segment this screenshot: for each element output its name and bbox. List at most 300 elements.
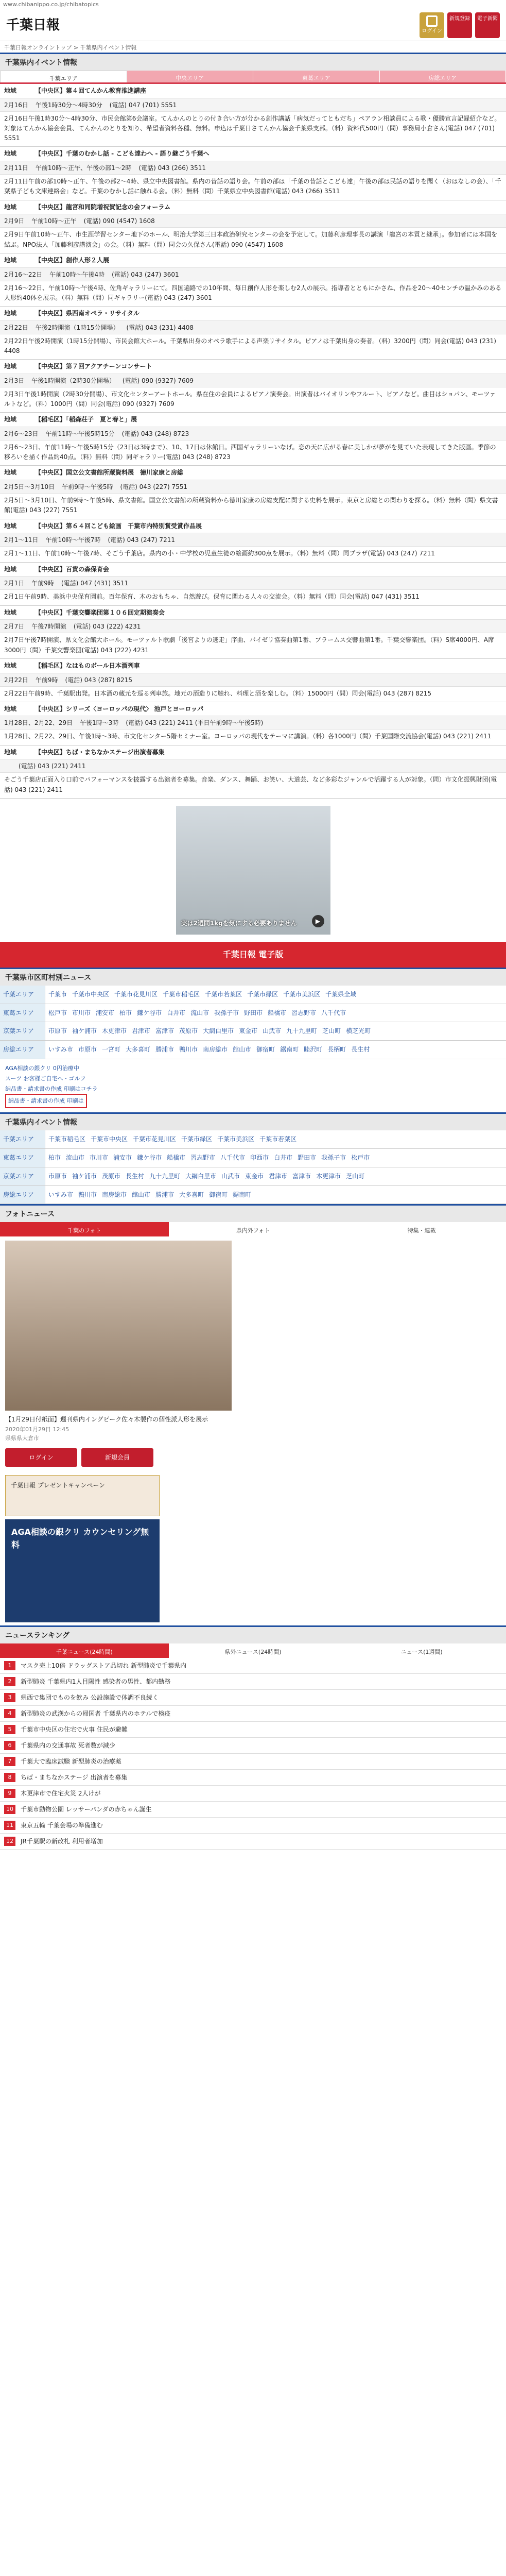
municipality-link[interactable]: 千葉市花見川区 — [133, 1136, 177, 1143]
event-header — [0, 413, 506, 427]
tab-boso[interactable]: 房総エリア — [380, 71, 506, 82]
event-contact: (電話) 090 (9327) 7609 — [122, 377, 194, 384]
site-header — [0, 9, 506, 41]
promo-banner-1[interactable]: 千葉日報 プレゼントキャンペーン — [5, 1475, 160, 1516]
rank-number: 2 — [4, 1677, 15, 1686]
event-time: 午前10時～正午 — [31, 217, 77, 225]
municipality-link[interactable]: 松戸市 — [48, 1009, 67, 1016]
ads-item[interactable]: 納品書・請求書の作成 印刷はコチラ — [5, 1085, 98, 1092]
municipality-link[interactable]: 木更津市 — [316, 1172, 341, 1180]
municipality-link[interactable]: 東金市 — [245, 1172, 264, 1180]
rank-number: 1 — [4, 1661, 15, 1670]
rank-number: 5 — [4, 1725, 15, 1734]
municipality-link[interactable]: 野田市 — [298, 1154, 317, 1162]
event-item — [0, 563, 506, 606]
event-item — [0, 147, 506, 200]
login-label: ログイン — [422, 28, 442, 34]
municipality-link[interactable]: 千葉市稲毛区 — [163, 990, 200, 998]
highlighted-ad[interactable]: 納品書・請求書の作成 印刷は — [5, 1094, 87, 1108]
event-header — [0, 702, 506, 716]
event-date: 1月28日、2月22、29日 — [4, 719, 73, 727]
municipality-link[interactable]: 富津市 — [155, 1027, 175, 1035]
municipality-link[interactable]: 鴨川市 — [179, 1046, 198, 1054]
municipality-link[interactable]: 千葉市緑区 — [181, 1136, 213, 1143]
municipality-link[interactable]: 八千代市 — [220, 1154, 246, 1162]
municipality-link[interactable]: 千葉市 — [48, 990, 67, 998]
event-date: 2月5日～3月10日 — [4, 483, 55, 491]
event-info — [0, 320, 506, 334]
breadcrumb[interactable]: 千葉日報オンライントップ > 千葉県内イベント情報 — [4, 44, 137, 51]
event-area-label: 地域 — [4, 522, 17, 530]
event-title[interactable]: 【中央区】国立公文書館所蔵資料展 徳川家康と房総 — [35, 469, 184, 477]
municipality-link[interactable]: 九十九里町 — [286, 1027, 318, 1035]
event-info — [0, 427, 506, 440]
municipality-link[interactable]: 千葉市中央区 — [72, 990, 110, 998]
municipality-link[interactable]: 芝山町 — [322, 1027, 341, 1035]
event-header — [0, 200, 506, 214]
photo-caption-text[interactable]: 【1月29日付紙面】週刊県内イングピーク佐々木製作の個性派人形を展示 — [5, 1416, 208, 1423]
area-row-label: 千葉エリア — [0, 986, 45, 1004]
event-body: 2月11日午前の部10時～正午、午後の部2～4時、県立中央図書館。県内の昔話の語り会。午前の部は「千葉の昔話とこども達」午後の部は民話の語りを聞く（おはなしの会）、「千葉県子ども文庫連絡会」など。千葉のむかし話に触れる会。（料）無料（問）千葉県立中央図書館(電話) 043 (266) 3511 — [4, 178, 501, 195]
event-item — [0, 360, 506, 413]
municipality-link[interactable]: 市原市 — [48, 1172, 67, 1180]
event-area-label: 地域 — [4, 150, 17, 158]
register-label: 新規登録 — [449, 16, 470, 22]
event-item — [0, 200, 506, 253]
municipality-link[interactable]: 大多喜町 — [126, 1046, 151, 1054]
area-row-label: 千葉エリア — [0, 1130, 45, 1148]
rank-number: 12 — [4, 1837, 15, 1846]
municipal-section — [0, 968, 506, 1059]
municipality-link[interactable]: 千葉市美浜区 — [217, 1136, 255, 1143]
municipality-link[interactable]: 茂原市 — [179, 1027, 198, 1035]
event-body: 2月5日～3月10日、午前9時～午後5時、県文書館。国立公文書館の所蔵資料から徳川家康の房総支配に関する史料を展示。東京と房総との関わりを探る。（料）無料（問）県文書館(電話) 043 (227) 7551 — [4, 497, 498, 514]
event-contact: (電話) 043 (227) 7551 — [120, 483, 187, 491]
area-row-label: 東葛エリア — [0, 1004, 45, 1022]
event-time: 午前10時～午後4時 — [49, 270, 105, 278]
area-row-values — [45, 1149, 506, 1167]
ranking-headline[interactable]: JR千葉駅の新改札 利用者増加 — [21, 1837, 103, 1845]
promo-banner-2[interactable]: AGA相談の銀クリ カウンセリング無料 — [5, 1519, 160, 1622]
ranking-headline[interactable]: 千葉県内の交通事故 死者数が減少 — [21, 1741, 115, 1749]
ads-item[interactable]: スーツ お客様ご自宅へ・ゴルフ — [5, 1075, 86, 1082]
event-area-label: 地域 — [4, 565, 17, 573]
municipality-link[interactable]: 柏市 — [48, 1154, 61, 1162]
events2-rows — [0, 1130, 506, 1204]
municipality-link[interactable]: 大多喜町 — [179, 1191, 204, 1198]
event-title[interactable]: 【稲毛区】なはものボール日本酒列車 — [35, 662, 140, 669]
event-title[interactable]: 【中央区】第７回アクアチーンコンサート — [35, 363, 152, 370]
tab-tokatsu[interactable]: 東葛エリア — [253, 71, 380, 82]
event-title[interactable]: 【中央区】龍宮和同院増祝賀記念の会フォーラム — [35, 203, 171, 211]
event-item — [0, 466, 506, 519]
event-contact: (電話) 043 (222) 4231 — [73, 623, 141, 631]
municipality-link[interactable]: 浦安市 — [96, 1009, 115, 1016]
event-body: 2月1～11日、午前10時～午後7時、そごう千葉店。県内の小・中学校の児童生徒の絵画約300点を展示。（料）無料（問）同プラザ(電話) 043 (247) 7211 — [4, 550, 435, 557]
municipality-link[interactable]: 君津市 — [132, 1027, 151, 1035]
area-row-values — [45, 1130, 506, 1148]
municipal-section-title: 千葉県市区町村別ニュース — [0, 968, 506, 986]
ranking-headline[interactable]: ちば・まちなかステージ 出演者を募集 — [21, 1773, 128, 1781]
municipality-link[interactable]: 山武市 — [263, 1027, 282, 1035]
municipality-link[interactable]: 流山市 — [190, 1009, 210, 1016]
ranking-item[interactable] — [0, 1690, 506, 1706]
photo-tab-special[interactable]: 特集・連載 — [407, 1227, 436, 1234]
event-contact: (電話) 047 (701) 5551 — [109, 101, 177, 109]
ranking-headline[interactable]: 千葉市動物公園 レッサーパンダの赤ちゃん誕生 — [21, 1805, 152, 1813]
events-section-2 — [0, 1112, 506, 1204]
municipality-link[interactable]: 千葉市若葉区 — [205, 990, 242, 998]
event-info — [0, 533, 506, 547]
municipality-link[interactable]: いすみ市 — [48, 1191, 74, 1198]
event-area-label: 地域 — [4, 705, 17, 713]
event-header — [0, 466, 506, 480]
photo-tab-chiba[interactable]: 千葉のフォト — [0, 1222, 169, 1236]
municipality-link[interactable]: 市原市 — [48, 1027, 67, 1035]
event-area-label: 地域 — [4, 469, 17, 477]
event-date: 2月22日 — [4, 676, 28, 684]
event-time: 午後1時～3時 — [80, 719, 119, 727]
event-item — [0, 659, 506, 702]
event-body: 2月9日午前10時～正午、市生涯学習センター地下のホール、明治大学第三日本政治研究センターの会を予定して。加藤利彦理事長の講演「龍宮の本質と継承」。参加者には本国を結ぶ。NPO法人「加藤利彦講演会」の会。（料）無料（問）同会の久保さん(電話) 090 (4547) 1608 — [4, 231, 498, 248]
ranking-item[interactable] — [0, 1818, 506, 1834]
municipality-link[interactable]: 習志野市 — [190, 1154, 216, 1162]
ranking-list — [0, 1658, 506, 1850]
event-contact: (電話) 047 (431) 3511 — [61, 580, 129, 587]
municipality-link[interactable]: 鎌ケ谷市 — [137, 1009, 162, 1016]
rank-number: 10 — [4, 1805, 15, 1814]
event-item — [0, 702, 506, 745]
login-button[interactable] — [420, 12, 444, 38]
event-header — [0, 253, 506, 267]
event-title[interactable]: 【中央区】ちば・まちなかステージ出演者募集 — [35, 748, 165, 756]
municipality-link[interactable]: 長生村 — [351, 1046, 370, 1054]
ranking-item[interactable] — [0, 1722, 506, 1738]
event-area-label: 地域 — [4, 662, 17, 669]
ranking-item[interactable] — [0, 1738, 506, 1754]
municipality-link[interactable]: 千葉市中央区 — [91, 1136, 128, 1143]
municipality-link[interactable]: 我孫子市 — [214, 1009, 239, 1016]
municipality-link[interactable]: 南房総市 — [102, 1191, 127, 1198]
photo-section-title: フォトニュース — [0, 1204, 506, 1222]
municipality-link[interactable]: 袖ケ浦市 — [72, 1027, 97, 1035]
rank-number: 9 — [4, 1789, 15, 1798]
area-row-values — [45, 1041, 506, 1059]
url-bar[interactable]: www.chibanippo.co.jp/chibatopics — [3, 1, 99, 8]
play-icon[interactable]: ▶ — [312, 915, 324, 927]
event-title[interactable]: 【中央区】第４回てんかん教育推進講座 — [35, 87, 147, 94]
event-contact: (電話) 090 (4547) 1608 — [83, 217, 155, 225]
event-title[interactable]: 【中央区】創作人形２人展 — [35, 256, 110, 264]
municipality-link[interactable]: 東金市 — [239, 1027, 258, 1035]
event-date: 2月16～22日 — [4, 270, 43, 278]
event-item — [0, 253, 506, 307]
municipal-rows — [0, 986, 506, 1059]
municipality-link[interactable]: 山武市 — [221, 1172, 240, 1180]
rank-number: 11 — [4, 1821, 15, 1830]
municipality-link[interactable]: 白井市 — [167, 1009, 186, 1016]
ranking-item[interactable] — [0, 1658, 506, 1674]
municipality-link[interactable]: 長生村 — [126, 1172, 145, 1180]
municipality-link[interactable]: 鴨川市 — [78, 1191, 97, 1198]
events-section-title: 千葉県内イベント情報 — [0, 53, 506, 71]
event-title[interactable]: 【中央区】県西南オペラ・リサイタル — [35, 309, 139, 317]
area-tabs — [0, 71, 506, 84]
event-time: 午前9時 — [31, 580, 54, 587]
events-section — [0, 53, 506, 799]
municipality-link[interactable]: 千葉市美浜区 — [283, 990, 321, 998]
municipality-link[interactable]: 野田市 — [244, 1009, 263, 1016]
photo-tabs — [0, 1222, 506, 1236]
ranking-tab-chiba[interactable]: 千葉ニュース(24時間) — [0, 1643, 169, 1658]
event-time: 午後1時30分～4時30分 — [35, 101, 102, 109]
event-header — [0, 519, 506, 533]
ranking-headline[interactable]: 県西で集団でものを飲み 公設施設で体調不良続く — [21, 1693, 159, 1701]
municipality-link[interactable]: 大網白里市 — [185, 1172, 217, 1180]
event-title[interactable]: 【中央区】第６４回こども絵画 千葉市内特別賞受賞作品展 — [35, 522, 202, 530]
area-row-label: 東葛エリア — [0, 1149, 45, 1167]
photo-side-buttons — [0, 1443, 506, 1472]
municipality-link[interactable]: 船橋市 — [268, 1009, 287, 1016]
event-info — [0, 267, 506, 281]
event-time: 午前10時～正午、午後の部1～2時 — [35, 164, 132, 172]
event-body: 2月1日午前9時、美浜中央保育園前。百年保育、木のおもちゃ、自然遊び。保育に関わる人々の交流会。（料）無料（問）同会(電話) 047 (431) 3511 — [4, 593, 420, 601]
ads-item[interactable]: AGA相談の銀クリ 0円治療中 — [5, 1065, 79, 1072]
ranking-item[interactable] — [0, 1786, 506, 1802]
municipality-link[interactable]: 木更津市 — [102, 1027, 127, 1035]
event-date: 2月6～23日 — [4, 430, 39, 438]
municipality-link[interactable]: 南房総市 — [203, 1046, 228, 1054]
municipality-link[interactable]: 九十九里町 — [149, 1172, 181, 1180]
event-body: 1月28日、2月22、29日、午後1時～3時、市文化センター5階セミナー室。ヨーロッパの現代をテーマに講演。（料）各1000円（問）千葉国際交流協会(電話) 043 (221) 2411 — [4, 733, 492, 740]
municipality-link[interactable]: 御宿町 — [256, 1046, 275, 1054]
area-row — [0, 1130, 506, 1149]
municipality-link[interactable]: 富津市 — [292, 1172, 311, 1180]
event-header — [0, 606, 506, 620]
municipality-link[interactable]: 君津市 — [269, 1172, 288, 1180]
event-item — [0, 519, 506, 563]
municipality-link[interactable]: 千葉市緑区 — [247, 990, 278, 998]
ranking-tabs — [0, 1643, 506, 1658]
event-title[interactable]: 【稲毛区】「稲森荘子 夏と春と」展 — [35, 416, 137, 423]
ranking-headline[interactable]: 木更津市で住宅火災 2人けが — [21, 1789, 101, 1797]
municipality-link[interactable]: 芝山町 — [346, 1172, 365, 1180]
municipality-link[interactable]: 勝浦市 — [155, 1191, 175, 1198]
ranking-item[interactable] — [0, 1674, 506, 1690]
ranking-item[interactable] — [0, 1834, 506, 1850]
municipality-link[interactable]: 習志野市 — [291, 1009, 317, 1016]
area-row — [0, 1004, 506, 1023]
municipality-link[interactable]: 茂原市 — [102, 1172, 121, 1180]
ranking-headline[interactable]: 東京五輪 千葉会場の準備進む — [21, 1821, 103, 1829]
event-time: 午後1時開演（2時30分開場） — [31, 377, 115, 384]
event-item — [0, 84, 506, 147]
event-date: 2月11日 — [4, 164, 28, 172]
ranking-item[interactable] — [0, 1706, 506, 1722]
municipality-link[interactable]: 千葉市若葉区 — [259, 1136, 297, 1143]
epaper-button[interactable] — [475, 12, 500, 38]
register-button[interactable] — [447, 12, 472, 38]
municipality-link[interactable]: 長柄町 — [327, 1046, 346, 1054]
municipality-link[interactable]: 千葉市花見川区 — [114, 990, 158, 998]
ranking-tab-week[interactable]: ニュース(1週間) — [400, 1648, 443, 1655]
event-info — [0, 214, 506, 228]
event-title[interactable]: 【中央区】千葉のむかし話 - こども達わへ - 語り継ごう千葉へ — [35, 150, 210, 158]
municipality-link[interactable]: 白井市 — [274, 1154, 293, 1162]
photo-caption — [0, 1415, 506, 1443]
event-time: 午前9時 — [35, 676, 58, 684]
event-body: 2月3日午後1時開演（2時30分開場）、市文化センターアートホール。県在住の会員によるピアノ演奏会。出演者はバイオリンやフルート、ピアノなど。曲目はショパン、モーツァルトなど。（料）1000円（問）同会(電話) 090 (9327) 7609 — [4, 390, 496, 408]
event-info — [0, 759, 506, 773]
municipality-link[interactable]: いすみ市 — [48, 1046, 74, 1054]
event-header — [0, 745, 506, 759]
epaper-label: 電子新聞 — [477, 16, 498, 22]
event-area-label: 地域 — [4, 256, 17, 264]
municipality-link[interactable]: 船橋市 — [167, 1154, 186, 1162]
event-contact: (電話) 043 (266) 3511 — [138, 164, 206, 172]
municipality-link[interactable]: 大網白里市 — [203, 1027, 234, 1035]
event-header — [0, 659, 506, 673]
event-area-label: 地域 — [4, 748, 17, 756]
event-time: 午後7時開演 — [31, 623, 66, 631]
municipality-link[interactable]: 館山市 — [132, 1191, 151, 1198]
photo-login-button[interactable]: ログイン — [5, 1448, 77, 1467]
ranking-item[interactable] — [0, 1802, 506, 1818]
event-date: 2月3日 — [4, 377, 25, 384]
event-header — [0, 84, 506, 98]
area-row — [0, 1167, 506, 1186]
municipality-link[interactable]: 千葉市稲毛区 — [48, 1136, 86, 1143]
photo-section — [0, 1204, 506, 1622]
municipality-link[interactable]: 千葉県全域 — [325, 990, 357, 998]
event-date: 2月16日 — [4, 101, 28, 109]
ranking-headline[interactable]: 千葉大で臨床試験 新型肺炎の治療薬 — [21, 1757, 121, 1765]
photo-tab-outside[interactable]: 県内外フォト — [236, 1227, 270, 1234]
event-header — [0, 360, 506, 374]
municipality-link[interactable]: 我孫子市 — [321, 1154, 346, 1162]
event-body: 2月16日午後1時30分～4時30分、市民会館第6会議室。てんかんのとりの付き合い方が分かる創作講話「病気だってともだち」ペアラン相談員による歌・優勝宣言記録紹介など。対象はてんかん協会会員、てんかんのとりを知り、希望者資料各種、無料。申込は千葉日さてんかん協会千葉県支部。（料）資料代500円（問）事務局小倉さん(電話) 047 (701) 5551 — [4, 114, 501, 142]
municipality-link[interactable]: 柏市 — [119, 1009, 132, 1016]
event-area-label: 地域 — [4, 363, 17, 370]
area-row — [0, 1149, 506, 1167]
ad-text: 実は2週間1kgを気にする必要ありません — [181, 919, 297, 927]
rank-number: 7 — [4, 1757, 15, 1766]
event-info — [0, 374, 506, 387]
event-item — [0, 413, 506, 466]
event-list — [0, 84, 506, 799]
ranking-headline[interactable]: 新型肺炎の武漢からの帰国者 千葉県内のホテルで検疫 — [21, 1709, 171, 1717]
event-date: 2月22日 — [4, 324, 28, 331]
epaper-banner[interactable]: 千葉日報 電子版 — [0, 942, 506, 968]
event-body: そごう千葉店正面入り口前でパフォーマンスを披露する出演者を募集。音楽、ダンス、舞踊、お笑い、大道芸、など多彩なジャンルで活躍する人が対象。（問）市文化振興財団(電話) 043 (221) 2411 — [4, 776, 497, 793]
area-row — [0, 1022, 506, 1041]
municipality-link[interactable]: 鋸南町 — [233, 1191, 252, 1198]
area-row — [0, 986, 506, 1004]
event-info — [0, 673, 506, 687]
municipality-link[interactable]: 館山市 — [233, 1046, 252, 1054]
municipality-link[interactable]: 鋸南町 — [280, 1046, 299, 1054]
video-ad[interactable] — [176, 806, 330, 935]
event-contact: (電話) 043 (231) 4408 — [126, 324, 194, 331]
news-photo[interactable] — [5, 1241, 232, 1411]
event-contact: (電話) 043 (221) 2411 (平日午前9時～午後5時) — [126, 719, 264, 727]
municipality-link[interactable]: 印西市 — [250, 1154, 269, 1162]
municipality-link[interactable]: 睦沢町 — [304, 1046, 323, 1054]
event-title[interactable]: 【中央区】シリーズ〈ヨーロッパの現代〉 池戸とヨーロッパ — [35, 705, 204, 713]
event-contact: (電話) 043 (247) 3601 — [112, 270, 179, 278]
municipality-link[interactable]: 一宮町 — [102, 1046, 121, 1054]
municipality-link[interactable]: 袖ケ浦市 — [72, 1172, 97, 1180]
area-row-values — [45, 1167, 506, 1185]
area-row-values — [45, 986, 506, 1004]
event-area-label: 地域 — [4, 87, 17, 94]
event-title[interactable]: 【中央区】千葉交響楽団第１０６回定期演奏会 — [35, 608, 165, 616]
municipality-link[interactable]: 御宿町 — [209, 1191, 228, 1198]
ranking-headline[interactable]: 新型肺炎 千葉県内1人目陽性 感染者の男性、都内勤務 — [21, 1677, 171, 1685]
event-time: 午前10時～午後7時 — [45, 536, 101, 544]
ranking-section — [0, 1625, 506, 1850]
municipality-link[interactable]: 八千代市 — [321, 1009, 346, 1016]
event-contact: (電話) 043 (221) 2411 — [19, 762, 86, 770]
ranking-item[interactable] — [0, 1754, 506, 1770]
rank-number: 8 — [4, 1773, 15, 1782]
area-row-values — [45, 1186, 506, 1204]
rank-number: 6 — [4, 1741, 15, 1750]
event-info — [0, 480, 506, 494]
event-body: 2月16～22日、午前10時～午後4時、佐角ギャラリーにて。四国遍路での10年間、毎日創作人形を楽しむ2人の展示。指導者とともにかさね、作品を20～40センチの温かみのある人形約40体を展示。（料）無料（問）同ギャラリー(電話) 043 (247) 3601 — [4, 284, 502, 301]
event-date: 2月1日 — [4, 580, 25, 587]
event-header — [0, 563, 506, 577]
ads-list — [0, 1059, 506, 1112]
area-row-label: 房総エリア — [0, 1186, 45, 1204]
ranking-headline[interactable]: マスク売上10倍 ドラッグストア品切れ 新型肺炎で千葉県内 — [21, 1662, 187, 1669]
rank-number: 3 — [4, 1693, 15, 1702]
tab-chiba[interactable]: 千葉エリア — [0, 71, 127, 82]
municipality-link[interactable]: 鎌ケ谷市 — [137, 1154, 162, 1162]
tab-chuo[interactable]: 中央エリア — [127, 71, 254, 82]
area-row-values — [45, 1022, 506, 1040]
event-title[interactable]: 【中央区】百貨の森保育会 — [35, 565, 110, 573]
event-item — [0, 745, 506, 799]
site-logo[interactable]: 千葉日報 — [6, 18, 60, 33]
ranking-item[interactable] — [0, 1770, 506, 1786]
area-row-label: 京葉エリア — [0, 1022, 45, 1040]
municipality-link[interactable]: 流山市 — [66, 1154, 85, 1162]
municipality-link[interactable]: 勝浦市 — [155, 1046, 175, 1054]
event-contact: (電話) 043 (247) 7211 — [108, 536, 175, 544]
ranking-tab-outside[interactable]: 県外ニュース(24時間) — [224, 1648, 282, 1655]
photo-register-button[interactable]: 新規会員 — [81, 1448, 153, 1467]
municipality-link[interactable]: 松戸市 — [351, 1154, 370, 1162]
ranking-section-title: ニュースランキング — [0, 1625, 506, 1643]
event-date: 2月9日 — [4, 217, 25, 225]
area-row — [0, 1041, 506, 1059]
municipality-link[interactable]: 市川市 — [90, 1154, 109, 1162]
event-info — [0, 576, 506, 590]
event-header — [0, 147, 506, 161]
event-time: 午後2時開演（1時15分開場） — [35, 324, 119, 331]
municipality-link[interactable]: 横芝光町 — [346, 1027, 371, 1035]
ranking-headline[interactable]: 千葉市中央区の住宅で火事 住民が避難 — [21, 1725, 128, 1733]
event-info — [0, 98, 506, 112]
municipality-link[interactable]: 浦安市 — [113, 1154, 132, 1162]
municipality-link[interactable]: 市川市 — [72, 1009, 91, 1016]
area-row-label: 京葉エリア — [0, 1167, 45, 1185]
municipality-link[interactable]: 市原市 — [78, 1046, 97, 1054]
event-date: 2月1～11日 — [4, 536, 39, 544]
event-area-label: 地域 — [4, 203, 17, 211]
event-info — [0, 619, 506, 633]
